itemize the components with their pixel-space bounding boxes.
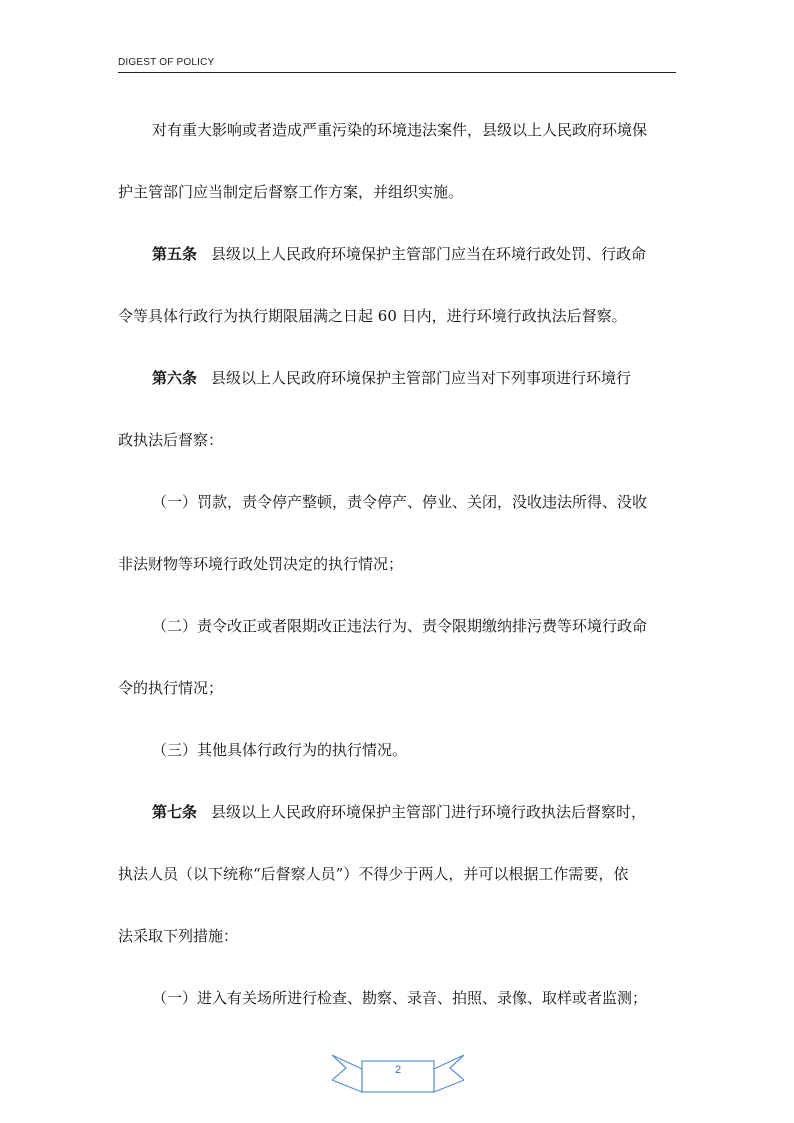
line-text: （二）责令改正或者限期改正违法行为、责令限期缴纳排污费等环境行政命 [152,617,648,635]
article-number: 第七条 [152,803,198,821]
header-title: DIGEST OF POLICY [118,57,215,68]
line-text: 对有重大影响或者造成严重污染的环境违法案件，县级以上人民政府环境保 [152,121,648,139]
line-text: （一）进入有关场所进行检查、勘察、录音、拍照、录像、取样或者监测； [152,989,648,1007]
item-3-line-1 [118,740,712,760]
line-text: 县级以上人民政府环境保护主管部门进行环境行政执法后督察时， [211,803,647,821]
body-line-1 [118,120,712,140]
article-5-line-1 [118,244,712,264]
article-7-line-2 [118,864,678,884]
line-text: 县级以上人民政府环境保护主管部门应当在环境行政处罚、行政命 [211,245,647,263]
item-1-line-2 [118,554,678,574]
line-text: 令等具体行政行为执行期限届满之日起 60 日内，进行环境行政执法后督察。 [118,307,627,325]
article-7-line-1 [118,802,712,822]
line-text: 执法人员（以下统称“后督察人员”）不得少于两人，并可以根据工作需要，依 [118,865,629,883]
page-header [118,57,676,73]
article-6-line-1 [118,368,712,388]
page-number: 2 [394,1064,402,1076]
line-text: 县级以上人民政府环境保护主管部门应当对下列事项进行环境行 [211,369,632,387]
line-text: 非法财物等环境行政处罚决定的执行情况； [118,555,404,573]
body-line-2 [118,182,678,202]
article-7-line-3 [118,926,678,946]
page-footer [332,1052,464,1096]
line-text: （三）其他具体行政行为的执行情况。 [152,741,408,759]
article-5-line-2 [118,306,678,326]
article-number: 第六条 [152,369,198,387]
article-6-line-2 [118,430,678,450]
line-text: 令的执行情况； [118,679,224,697]
line-text: 法采取下列措施： [118,927,239,945]
item-1-line-1 [118,492,712,512]
line-text: （一）罚款，责令停产整顿，责令停产、停业、关闭，没收违法所得、没收 [152,493,648,511]
article-number: 第五条 [152,245,198,263]
item-2-line-1 [118,616,712,636]
line-text: 政执法后督察： [118,431,224,449]
item-2-line-2 [118,678,678,698]
measure-1-line-1 [118,988,712,1008]
line-text: 护主管部门应当制定后督察工作方案，并组织实施。 [118,183,464,201]
